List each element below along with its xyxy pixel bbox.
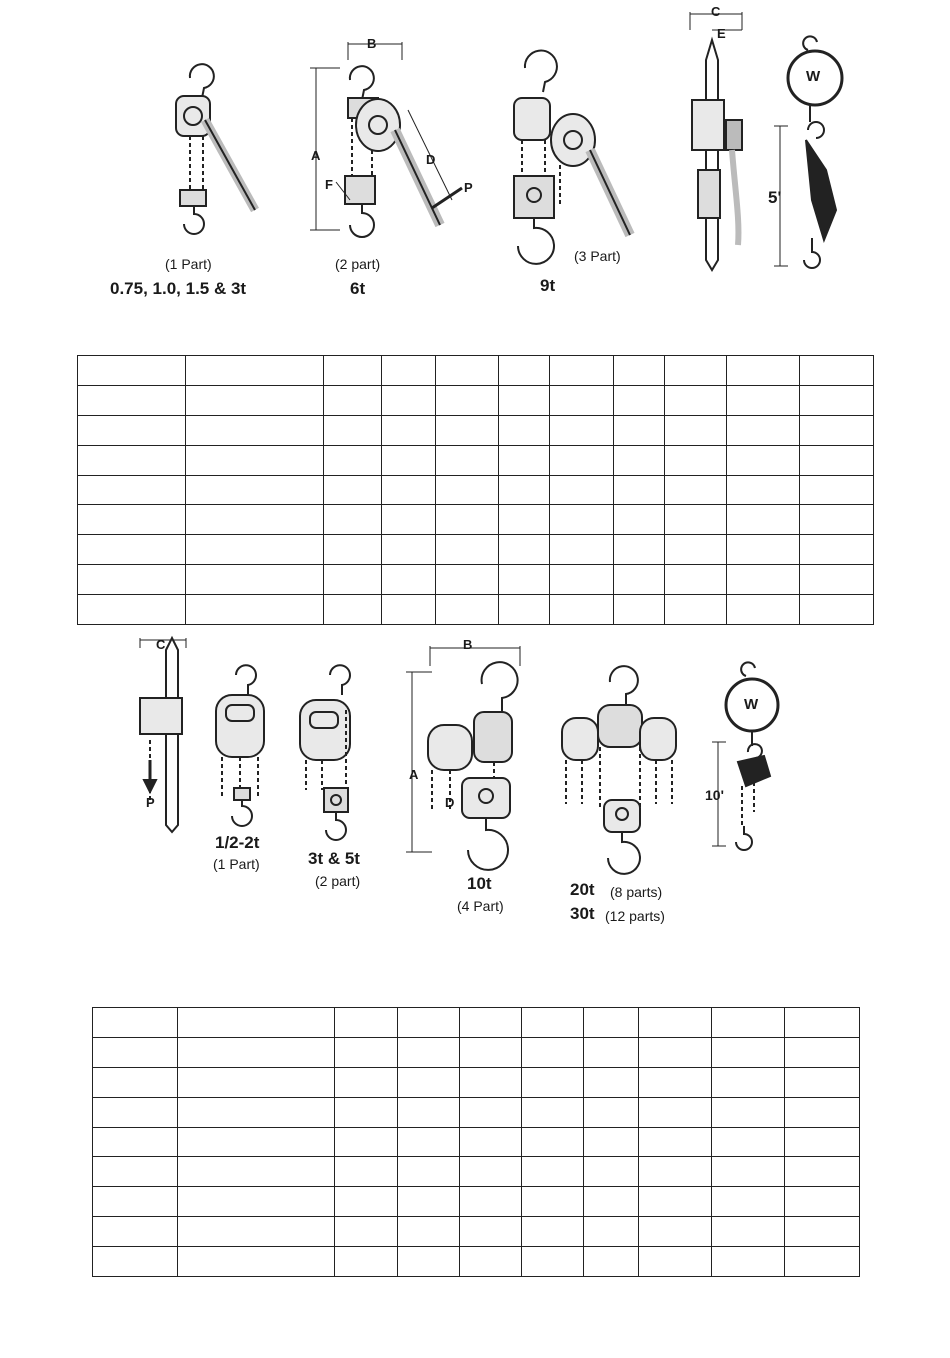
lever-dim-c: C [711,4,721,19]
chain-1part-label: (1 Part) [213,856,260,872]
table-row [78,385,874,415]
table-row [93,1127,860,1157]
lever-1part-label: (1 Part) [165,256,212,272]
lever-hoist-3part-illustration [514,51,630,264]
lever-dim-d: D [426,152,436,167]
lever-dim-e: E [717,26,726,41]
table-row [78,565,874,595]
chain-weight-icon: W [744,696,759,713]
table-row [93,1157,860,1187]
table-row [93,1217,860,1247]
table-row [78,475,874,505]
lever-hoist-2part-illustration [310,42,462,237]
lever-2part-capacity: 6t [350,279,366,298]
chain-hoist-multipart-illustration [562,666,676,874]
chain-hoist-spec-table [92,1007,860,1277]
chain-8part-capacity: 20t [570,880,595,899]
chain-hoist-2part-illustration [300,665,350,840]
table-row [93,1097,860,1127]
table-row [78,415,874,445]
chain-hoist-test-illustration [712,662,778,850]
chain-hoist-4part-illustration [406,646,520,870]
lever-dim-a: A [311,148,321,163]
lever-hoist-1part-illustration [176,64,255,234]
chain-12part-label: (12 parts) [605,908,665,924]
table-row [78,535,874,565]
lever-3part-capacity: 9t [540,276,556,295]
lever-1part-capacity: 0.75, 1.0, 1.5 & 3t [110,279,247,298]
table-row [78,595,874,625]
chain-dim-a: A [409,767,419,782]
chain-dim-d: D [445,795,455,810]
chain-4part-capacity: 10t [467,874,492,893]
table-row [93,1187,860,1217]
chain-dim-b: B [463,637,473,652]
lever-2part-label: (2 part) [335,256,381,272]
lever-dim-b: B [367,36,377,51]
lever-hoist-spec-table [77,355,874,625]
lever-hoist-side-view [690,12,742,270]
chain-test-length: 10' [705,787,724,803]
lever-dim-p: P [464,180,473,195]
chain-1part-capacity: 1/2-2t [215,833,260,852]
lever-3part-label: (3 Part) [574,248,621,264]
lever-weight-icon: W [806,68,821,85]
table-row [93,1247,860,1277]
chain-8part-label: (8 parts) [610,884,663,900]
lever-dim-f: F [325,177,333,192]
chain-2part-label: (2 part) [315,873,361,889]
table-row [78,445,874,475]
chain-hoist-1part-illustration [216,665,264,826]
chain-12part-capacity: 30t [570,904,595,923]
chain-4part-label: (4 Part) [457,898,504,914]
chain-dim-c: C [156,637,166,652]
table-row [78,505,874,535]
table-row [93,1008,860,1038]
table-row [93,1067,860,1097]
table-row [93,1037,860,1067]
chain-2part-capacity: 3t & 5t [308,849,360,868]
table-row [78,356,874,386]
chain-dim-p: P [146,795,155,810]
lever-test-length: 5' [768,188,782,207]
